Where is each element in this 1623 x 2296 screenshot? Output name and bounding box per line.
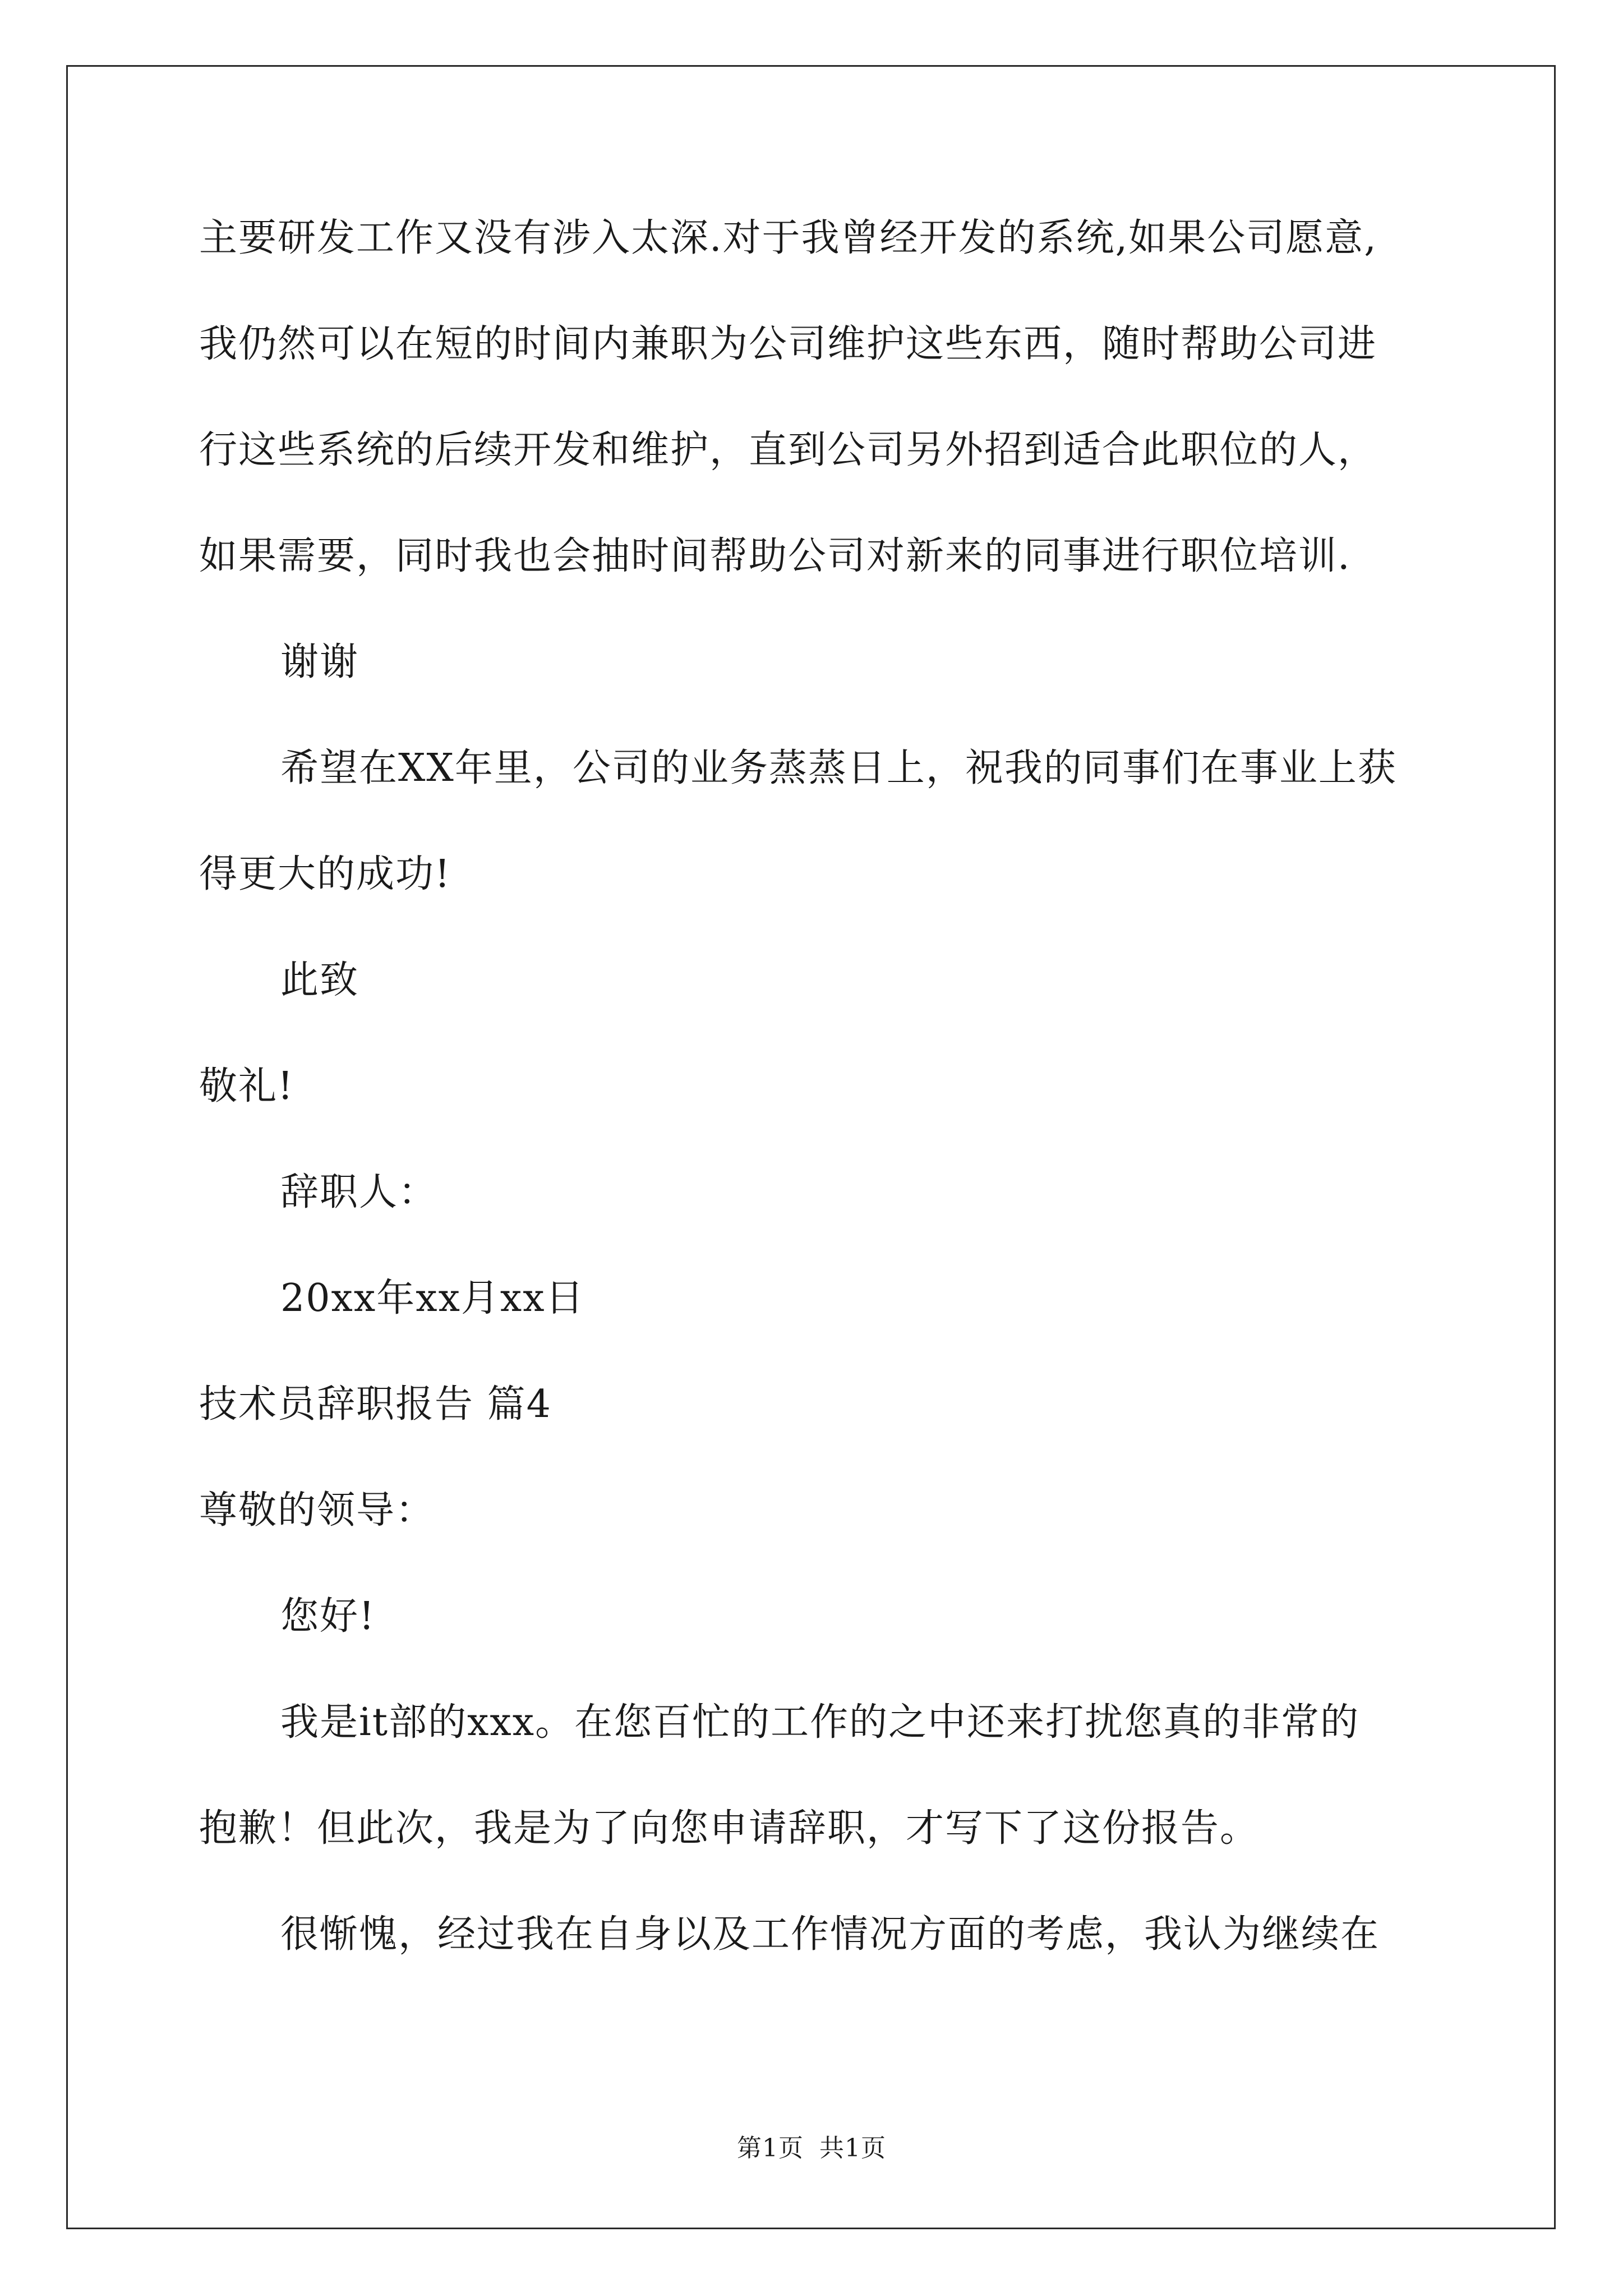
text-line-wish-cont: 得更大的成功! (199, 852, 451, 896)
text-line-1: 主要研发工作又没有涉入太深.对于我曾经开发的系统,如果公司愿意, (199, 216, 1377, 260)
text-line-3: 行这些系统的后续开发和维护，直到公司另外招到适合此职位的人， (199, 428, 1377, 472)
section-heading: 技术员辞职报告 篇4 (199, 1382, 552, 1427)
text-line-date: 20xx年xx月xx日 (280, 1276, 585, 1320)
document-body (199, 185, 1461, 1987)
text-line-resigner: 辞职人： (280, 1170, 438, 1214)
page-number-total: 共1页 (819, 2134, 886, 2162)
text-line-intro-cont: 抱歉！但此次，我是为了向您申请辞职，才写下了这份报告。 (199, 1806, 1260, 1851)
text-line-2: 我仍然可以在短的时间内兼职为公司维护这些东西，随时帮助公司进 (199, 322, 1377, 366)
text-line-greeting-title: 尊敬的领导： (199, 1488, 435, 1533)
text-line-thanks: 谢谢 (280, 640, 359, 684)
page-footer (0, 2132, 1623, 2165)
page-number-current: 第1页 (737, 2134, 804, 2162)
text-line-hello: 您好! (280, 1594, 376, 1639)
text-line-wish: 希望在XX年里，公司的业务蒸蒸日上，祝我的同事们在事业上获 (280, 746, 1397, 790)
text-line-regards: 敬礼! (199, 1064, 294, 1108)
text-line-4: 如果需要，同时我也会抽时间帮助公司对新来的同事进行职位培训. (199, 534, 1351, 578)
text-line-salutation: 此致 (280, 958, 359, 1002)
text-line-reason: 很惭愧，经过我在自身以及工作情况方面的考虑，我认为继续在 (280, 1912, 1380, 1957)
text-line-intro: 我是it部的xxx。在您百忙的工作的之中还来打扰您真的非常的 (280, 1700, 1360, 1745)
